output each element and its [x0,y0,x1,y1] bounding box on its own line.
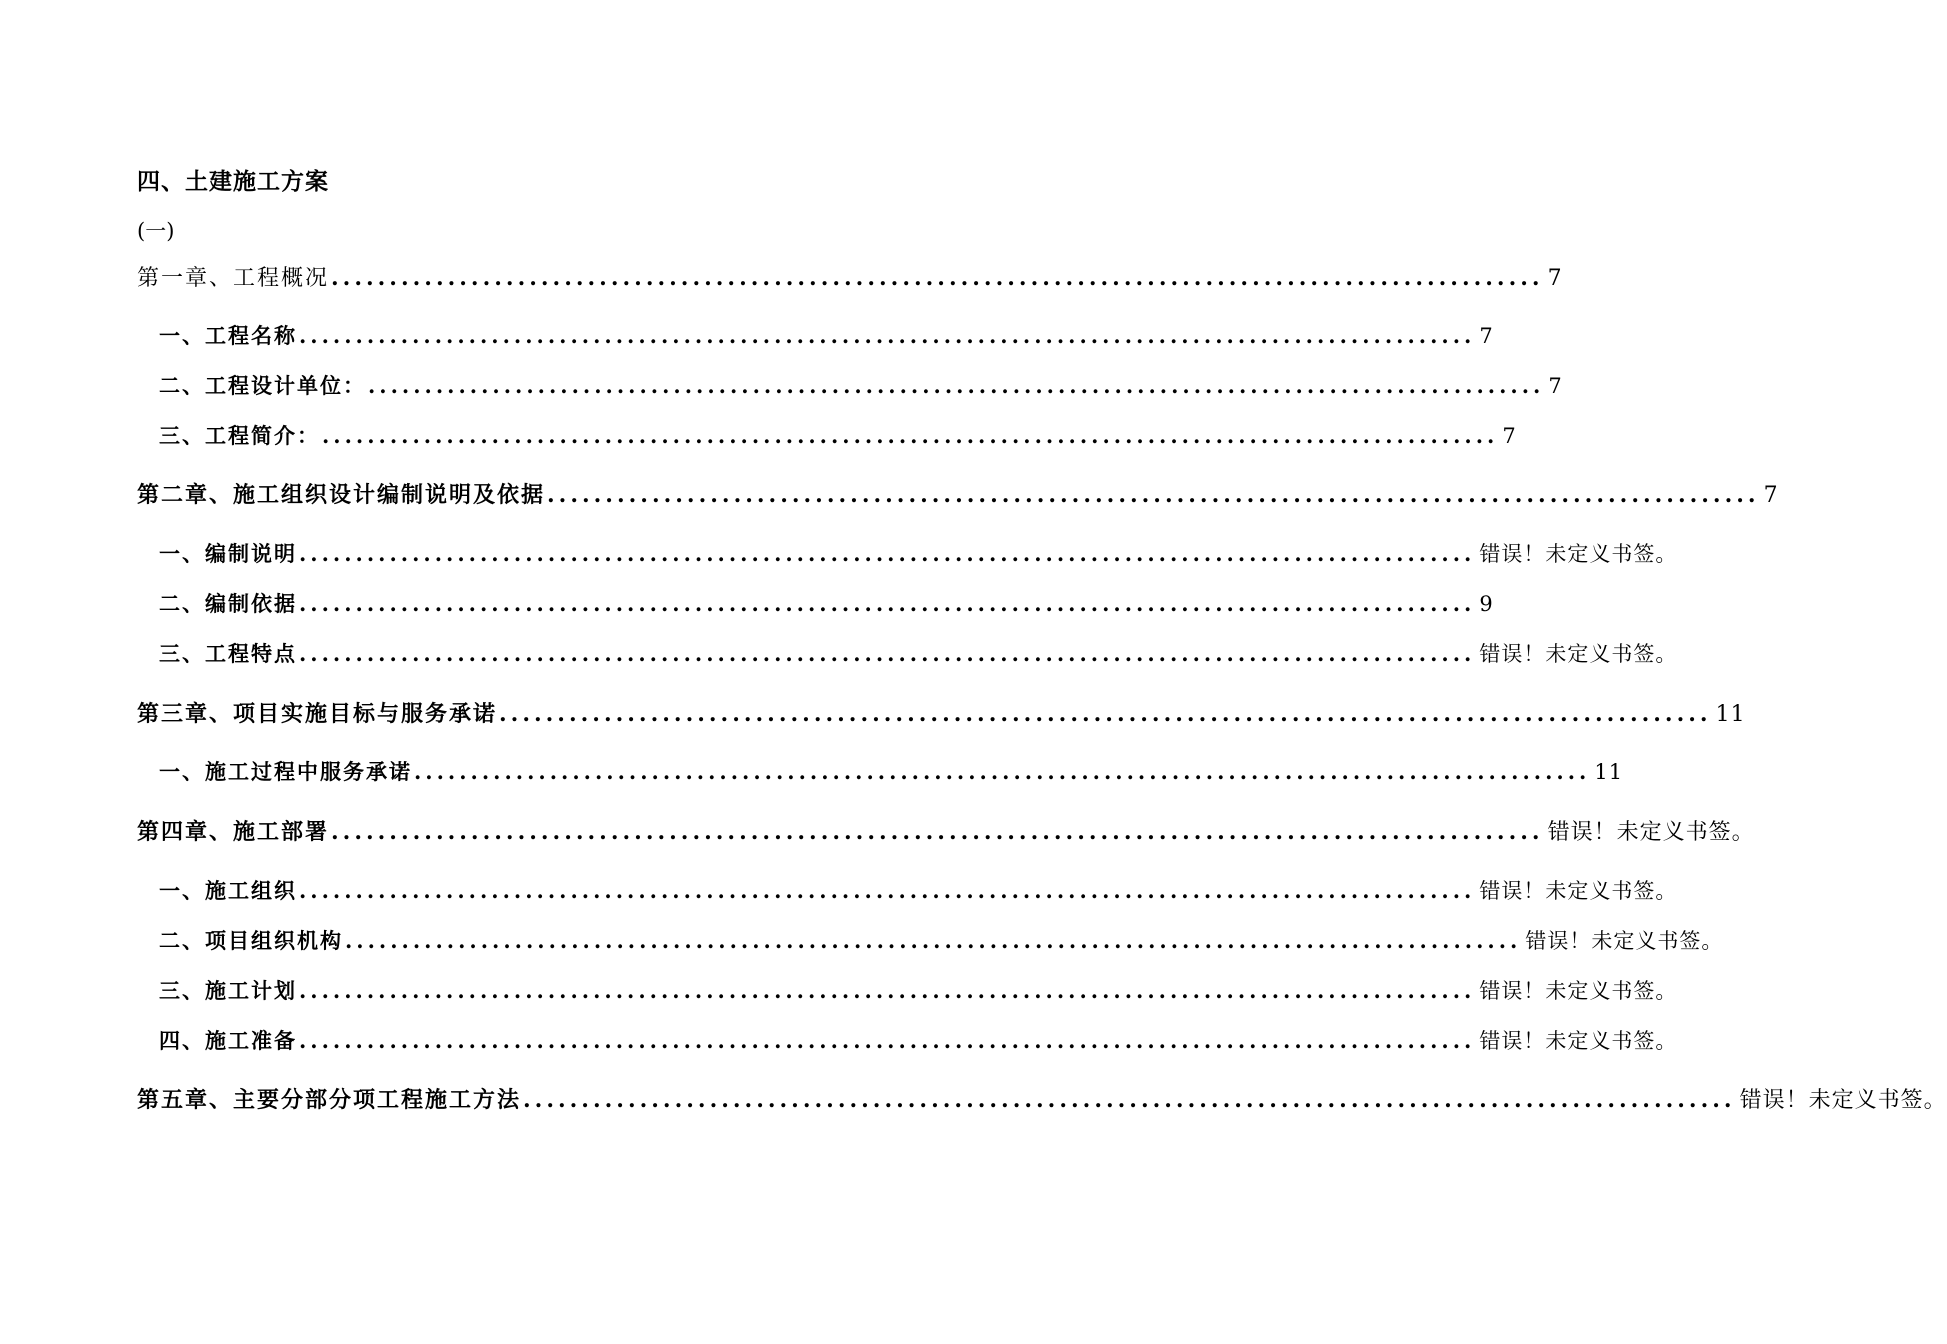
toc-dot-leader: ........................................................................................................ [299,878,1476,903]
toc-entry-title: 第一章、工程概况 [137,266,330,291]
toc-entry-page: 11 [1594,760,1624,784]
toc-entry[interactable] [137,478,1779,510]
toc-dot-leader: ........................................................................................................ [331,819,1544,845]
toc-entry-title: 一、施工过程中服务承诺 [159,759,412,784]
toc-entry-title: 四、施工准备 [159,1028,297,1053]
toc-entry-title: 一、工程名称 [159,323,297,348]
toc-dot-leader: ........................................................................................................ [499,701,1712,727]
toc-dot-leader: ........................................................................................................ [299,323,1476,348]
toc-entry-page: 7 [1547,266,1563,291]
toc-entry-page: 7 [1502,424,1517,448]
toc-entry-page: 错误！未定义书签。 [1479,979,1678,1003]
toc-dot-leader: ........................................................................................................ [331,265,1544,291]
toc-entry-title: 三、工程特点 [159,641,297,666]
toc-entry-title: 三、工程简介： [159,423,320,448]
toc-entry[interactable] [137,320,1494,352]
toc-dot-leader: ........................................................................................................ [547,482,1760,508]
toc-entry-page: 错误！未定义书签。 [1479,642,1678,666]
toc-entry-title: 第三章、项目实施目标与服务承诺 [137,701,498,727]
toc-entry-page: 错误！未定义书签。 [1547,820,1755,845]
toc-entry-title: 二、项目组织机构 [159,928,343,953]
toc-entry[interactable] [137,420,1517,452]
toc-entry-title: 二、工程设计单位： [159,373,366,398]
toc-entry-page: 错误！未定义书签。 [1479,1029,1678,1053]
toc-entry[interactable] [137,1025,1678,1057]
toc-dot-leader: ........................................................................................................ [299,591,1476,616]
toc-entry-page: 11 [1715,702,1746,727]
toc-dot-leader: ........................................................................................................ [322,423,1499,448]
toc-entry-page: 7 [1548,374,1563,398]
toc-entry[interactable] [137,875,1678,907]
toc-dot-leader: ........................................................................................................ [299,1028,1476,1053]
toc-entry[interactable] [137,815,1755,847]
toc-entry[interactable] [137,261,1563,293]
section-heading: 四、土建施工方案 [137,168,329,195]
toc-entry[interactable] [137,756,1624,788]
toc-entry[interactable] [137,697,1746,729]
toc-entry[interactable] [137,638,1678,670]
toc-dot-leader: ........................................................................................................ [299,978,1476,1003]
toc-entry-title: 第四章、施工部署 [137,819,330,845]
toc-dot-leader: ........................................................................................................ [299,541,1476,566]
toc-entry[interactable] [137,588,1494,620]
toc-entry[interactable] [137,538,1678,570]
toc-dot-leader: ........................................................................................................ [345,928,1522,953]
toc-entry[interactable] [137,975,1678,1007]
toc-entry-title: 三、施工计划 [159,978,297,1003]
toc-dot-leader: ........................................................................................................ [414,759,1591,784]
toc-entry-page: 错误！未定义书签。 [1525,929,1724,953]
toc-entry-page: 错误！未定义书签。 [1739,1088,1947,1113]
toc-entry-page: 9 [1479,592,1494,616]
toc-dot-leader: ........................................................................................................ [299,641,1476,666]
toc-dot-leader: ........................................................................................................ [368,373,1545,398]
toc-entry-page: 错误！未定义书签。 [1479,542,1678,566]
toc-entry-title: 一、施工组织 [159,878,297,903]
toc-entry-page: 7 [1479,324,1494,348]
toc-entry-title: 第五章、主要分部分项工程施工方法 [137,1087,522,1113]
toc-entry[interactable] [137,1083,1947,1115]
toc-entry-page: 7 [1763,483,1779,508]
toc-entry[interactable] [137,370,1563,402]
toc-entry-title: 一、编制说明 [159,541,297,566]
toc-entry-page: 错误！未定义书签。 [1479,879,1678,903]
toc-dot-leader: ........................................................................................................ [523,1087,1736,1113]
toc-entry-title: 二、编制依据 [159,591,297,616]
section-subheading: (一) [137,219,175,243]
toc-entry[interactable] [137,925,1724,957]
toc-entry-title: 第二章、施工组织设计编制说明及依据 [137,482,546,508]
